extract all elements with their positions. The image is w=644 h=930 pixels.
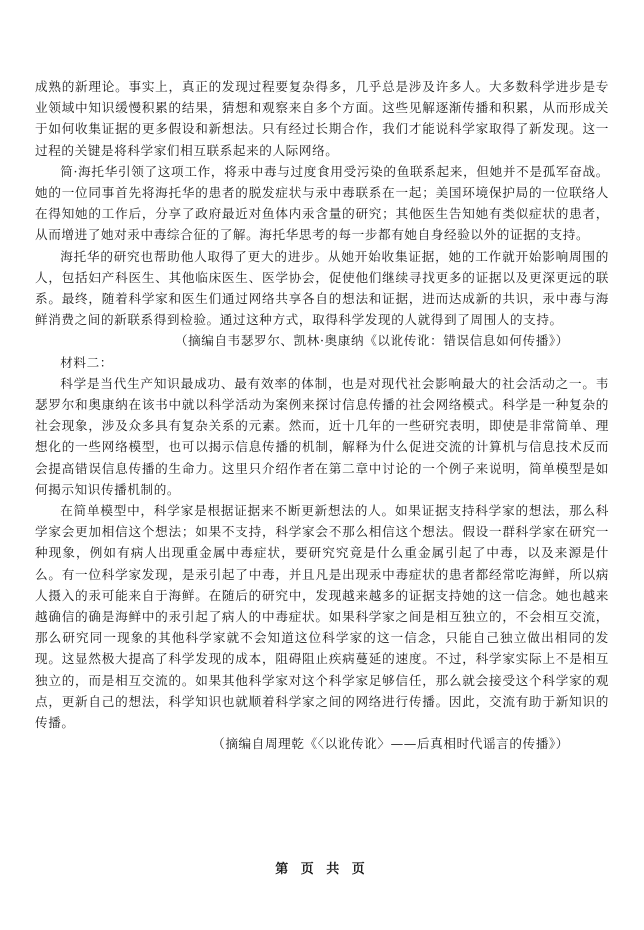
material-two-heading: 材料二： — [60, 354, 113, 370]
material-one-paragraph-1: 成熟的新理论。事实上，真正的发现过程要复杂得多，几乎总是涉及许多人。大多数科学进步是专业领域中知识缓慢积累的结果，猜想和观察来自多个方面。这些见解逐渐传播和积累，从而形成关于如何收集证据的更多假设和新想法。只有经过长期合作，我们才能说科学家取得了新发现。这一过程的关键是将科学家们相互联系起来的人际网络。 — [35, 79, 609, 158]
material-two-paragraph-2: 在简单模型中，科学家是根据证据来不断更新想法的人。如果证据支持科学家的想法，那么科学家会更加相信这个想法；如果不支持，科学家会不那么相信这个想法。假设一群科学家在研究一种现象，例如有病人出现重金属中毒症状，要研究究竟是什么重金属引起了中毒，以及来源是什么。有一位科学家发现，是汞引起了中毒，并且凡是出现汞中毒症状的患者都经常吃海鲜，所以病人摄入的汞可能来自于海鲜。在随后的研究中，发现越来越多的证据支持她的这一信念。她也越来越确信的确是海鲜中的汞引起了病人的中毒症状。如果科学家之间是相互独立的，不会相互交流，那么研究同一现象的其他科学家就不会知道这位科学家的这一信念，只能自己独立做出相同的发现。这显然极大提高了科学发现的成本，阻碍阻止疾病蔓延的速度。不过，科学家实际上不是相互独立的，而是相互交流的。如果其他科学家对这个科学家足够信任，那么就会接受这个科学家的观点，更新自己的想法，科学知识也就顺着科学家之间的网络进行传播。因此，交流有助于新知识的传播。 — [35, 503, 609, 731]
page-footer: 第 页 共 页 — [275, 862, 369, 877]
document-body — [35, 76, 609, 755]
material-one-source: （摘编自韦瑟罗尔、凯林·奥康纳《以讹传讹：错误信息如何传播》） — [174, 333, 569, 349]
material-two-paragraph-1: 科学是当代生产知识最成功、最有效率的体制，也是对现代社会影响最大的社会活动之一。韦瑟罗尔和奥康纳在该书中就以科学活动为案例来探讨信息传播的社会网络模式。科学是一种复杂的社会现象，涉及众多具有复杂关系的元素。然而，近十几年的一些研究表明，即使是非常简单、理想化的一些网络模型，也可以揭示信息传播的机制，解释为什么促进交流的计算机与信息技术反而会提高错误信息传播的生命力。这里只介绍作者在第二章中讨论的一个例子来说明，简单模型是如何揭示知识传播机制的。 — [35, 375, 609, 497]
material-two-source: （摘编自周理乾《〈以讹传讹〉——后真相时代谣言的传播》） — [212, 736, 569, 752]
material-one-paragraph-3: 海托华的研究也帮助他人取得了更大的进步。从她开始收集证据，她的工作就开始影响周围的人，包括妇产科医生、其他临床医生、医学协会，促使他们继续寻找更多的证据以及更深更远的联系。最终，随着科学家和医生们通过网络共享各自的想法和证据，进而达成新的共识，汞中毒与海鲜消费之间的新联系得到检验。通过这种方式，取得科学发现的人就得到了周围人的支持。 — [35, 248, 609, 328]
material-one-paragraph-2: 简·海托华引领了这项工作，将汞中毒与过度食用受污染的鱼联系起来，但她并不是孤军奋战。她的一位同事首先将海托华的患者的脱发症状与汞中毒联系在一起；美国环境保护局的一位联络人在得知她的工作后，分享了政府最近对鱼体内汞含量的研究；其他医生告知她有类似症状的患者，从而增进了她对汞中毒综合征的了解。海托华思考的每一步都有她自身经验以外的证据的支持。 — [35, 163, 609, 243]
